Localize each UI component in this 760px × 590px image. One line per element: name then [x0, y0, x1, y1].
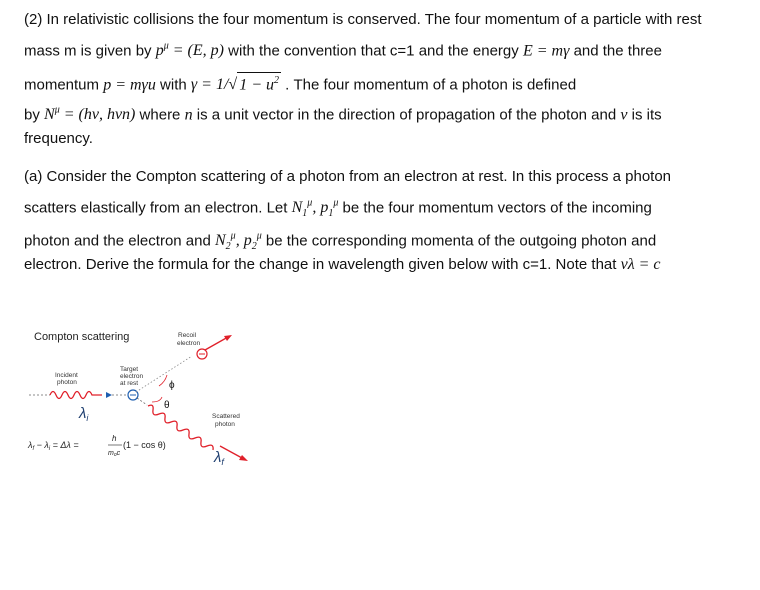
theta-label: θ [164, 400, 170, 411]
target-label: at rest [120, 380, 139, 387]
target-label: Target [120, 366, 139, 373]
part-a-line-2 [24, 194, 652, 225]
recoil-label: Recoil [178, 332, 197, 339]
problem-line-3 [24, 72, 576, 95]
frequency-symbol: ν [620, 106, 628, 124]
svg-text:(1 − cos θ): (1 − cos θ) [123, 440, 166, 450]
incident-arrowhead [106, 392, 112, 398]
problem-line-5 [24, 129, 93, 149]
lambda-i-label: $\lambda_i$ [79, 405, 89, 423]
text-span: scatters elastically from an electron. Let [24, 199, 292, 217]
text-span: . The four momentum of a photon is defined [285, 76, 577, 94]
text-span: photon and the electron and [24, 232, 215, 250]
unit-vector-symbol: n [184, 106, 193, 124]
svg-text:λf − λi = Δλ =: $\lambda_f - \lambda_i = \Delta\lambda$ = [28, 440, 79, 452]
text-span: mass m is given by [24, 42, 156, 60]
text-span: by [24, 106, 45, 124]
problem-line-1 [24, 10, 701, 30]
scattered-label: photon [215, 421, 235, 428]
text-span: is a unit vector in the direction of propagation of the photon and [196, 106, 621, 124]
text-span: where [139, 106, 185, 124]
compton-diagram [24, 322, 264, 472]
energy-eq: E = mγ [522, 42, 570, 60]
recoil-label: electron [177, 340, 201, 347]
phi-label: ϕ [169, 380, 175, 391]
diagram-title: Compton scattering [34, 331, 130, 343]
target-label: electron [120, 373, 144, 380]
scatter-dashed-line [137, 398, 147, 405]
part-a-line-3 [24, 227, 656, 258]
momentum-eq: p = mγu [103, 76, 156, 94]
theta-arc [152, 397, 162, 402]
scattered-label: Scattered [212, 413, 240, 420]
svg-text:h: h [112, 434, 117, 443]
text-span: be the corresponding momenta of the outgoing photon and [265, 232, 657, 250]
part-a-line-4 [24, 255, 661, 275]
text-span: frequency. [24, 130, 93, 147]
wavelength-relation-eq: νλ = c [620, 256, 661, 273]
photon-momentum-eq: $N^\mu = (h\nu$, hνn) [44, 105, 136, 124]
text-span: with the convention that c=1 and the energy [228, 42, 523, 60]
problem-line-4 [24, 101, 662, 125]
incoming-momenta-eq: $N_1^\mu$, $p_1^\mu$ [291, 198, 339, 220]
incident-label: photon [57, 379, 77, 386]
text-span: and the three [573, 42, 662, 60]
text-span: is its [631, 106, 662, 124]
compton-formula [27, 434, 166, 458]
text-span: (2) In relativistic collisions the four momentum is conserved. The four momentum of a particle with rest [24, 11, 702, 28]
text-span: (a) Consider the Compton scattering of a photon from an electron at rest. In this process a photon [24, 168, 672, 185]
text-span: momentum [24, 76, 104, 94]
outgoing-momenta-eq: $N_2^\mu$, $p_2^\mu$ [215, 231, 262, 253]
part-a-line-1 [24, 167, 671, 187]
lambda-f-label: $\lambda_f$ [214, 449, 224, 467]
four-momentum-eq: $p^\mu = (E$, p) [155, 41, 224, 60]
scattered-arrowhead [239, 455, 248, 461]
gamma-eq: γ = 1/√ $1 - u^2$ [191, 76, 281, 93]
text-span: with [160, 76, 191, 94]
text-span: electron. Derive the formula for the change in wavelength given below with c=1. Note that [24, 256, 621, 273]
recoil-arrow-line [205, 337, 228, 350]
svg-text:moc: moc [108, 450, 121, 458]
incident-label: Incident [55, 372, 78, 379]
problem-line-2 [24, 37, 662, 61]
text-span: be the four momentum vectors of the incoming [342, 199, 652, 217]
recoil-path-line [136, 356, 192, 392]
incident-wave [50, 392, 102, 399]
